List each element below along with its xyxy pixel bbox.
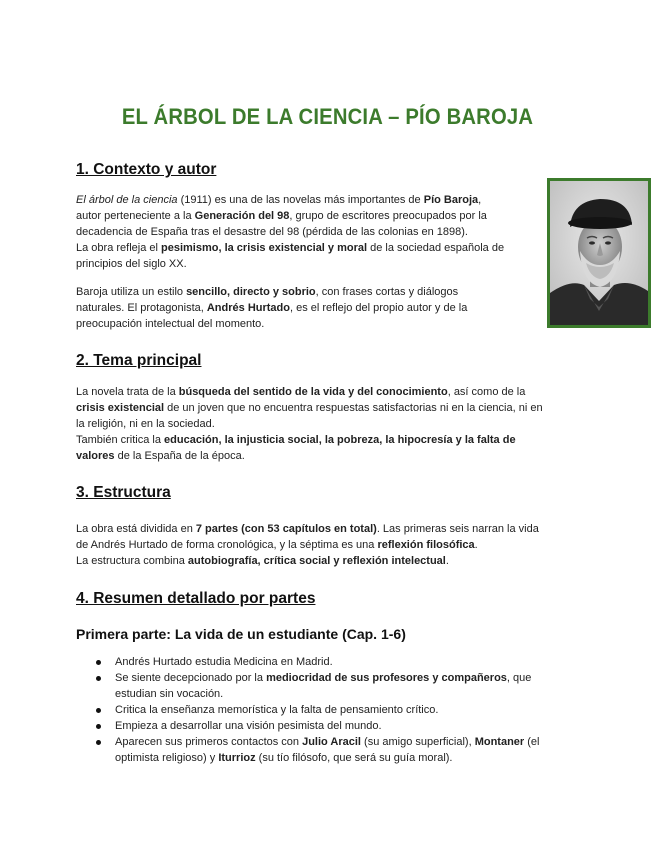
text-line — [76, 284, 546, 300]
text-line: principios del siglo XX. — [76, 258, 187, 270]
list-item — [96, 718, 576, 734]
text-run: , es el reflejo del propio autor y de la — [289, 302, 468, 314]
text-run: (su tío filósofo, que será su guía moral). — [255, 752, 453, 764]
bullet-icon — [96, 660, 101, 665]
text-line — [76, 537, 581, 553]
text-run: La obra está dividida en — [76, 523, 196, 535]
text-line — [76, 432, 581, 448]
list-item — [96, 654, 576, 670]
text-run: de la sociedad española de — [367, 242, 505, 254]
text-line: decadencia de España tras el desastre del 98 (pérdida de las colonias en 1898). — [76, 226, 468, 238]
text-run: (su amigo superficial), — [360, 736, 475, 748]
list-item-text: Empieza a desarrollar una visión pesimista del mundo. — [115, 720, 382, 732]
text-run: Aparecen sus primeros contactos con — [115, 736, 303, 748]
text-line — [76, 192, 546, 208]
text-run: La novela trata de la — [76, 386, 179, 398]
bold-text: pesimismo, la crisis existencial y moral — [161, 242, 368, 254]
subheading-primera-parte: Primera parte: La vida de un estudiante (Cap. 1-6) — [76, 626, 406, 642]
bold-text: Julio Aracil — [302, 736, 361, 748]
text-line — [76, 553, 581, 569]
bullet-icon — [96, 708, 101, 713]
text-run: Baroja utiliza un estilo — [76, 286, 187, 298]
text-run: Se siente decepcionado por la — [115, 672, 267, 684]
text-run: (1911) es una de las novelas más importantes de — [177, 194, 424, 206]
bold-text: autobiografía, crítica social y reflexión intelectual — [187, 555, 446, 567]
text-line — [76, 521, 581, 537]
list-item — [96, 670, 576, 702]
section-heading-resumen: 4. Resumen detallado por partes — [76, 590, 316, 607]
list-item-text: Andrés Hurtado estudia Medicina en Madrid. — [115, 656, 333, 668]
text-run: , — [478, 194, 482, 206]
list-item — [96, 734, 576, 766]
text-run: La obra refleja el — [76, 242, 161, 254]
text-run: naturales. El protagonista, — [76, 302, 207, 314]
section-heading-contexto: 1. Contexto y autor — [76, 161, 217, 178]
bullet-list — [96, 654, 576, 766]
bullet-icon — [96, 676, 101, 681]
text-run: optimista religioso) y — [115, 752, 219, 764]
text-line — [76, 384, 581, 400]
list-item — [96, 702, 576, 718]
portrait-image — [550, 181, 648, 325]
text-line: preocupación intelectual del momento. — [76, 318, 265, 330]
text-run: . Las primeras seis narran la vida — [376, 523, 539, 535]
author-portrait — [547, 178, 651, 328]
paragraph-estructura — [76, 521, 581, 569]
text-run: , grupo de escritores preocupados por la — [289, 210, 487, 222]
text-line — [76, 208, 546, 224]
section-heading-estructura: 3. Estructura — [76, 484, 171, 501]
bullet-icon — [96, 724, 101, 729]
list-item-text: Critica la enseñanza memorística y la falta de pensamiento crítico. — [115, 704, 439, 716]
bold-text: crisis existencial — [76, 402, 165, 414]
text-line: la religión, ni en la sociedad. — [76, 418, 215, 430]
text-line — [76, 300, 546, 316]
text-run: . — [474, 539, 478, 551]
text-run: , con frases cortas y diálogos — [315, 286, 459, 298]
bold-text: 7 partes (con 53 capítulos en total) — [195, 523, 377, 535]
bold-text: Iturrioz — [218, 752, 256, 764]
text-run: (el — [524, 736, 540, 748]
bold-text: mediocridad de sus profesores y compañeros — [266, 672, 507, 684]
text-line — [76, 448, 581, 464]
text-run: autor perteneciente a la — [76, 210, 195, 222]
text-run: , que — [506, 672, 532, 684]
paragraph-tema — [76, 384, 581, 464]
section-heading-tema: 2. Tema principal — [76, 352, 202, 369]
paragraph-contexto-2 — [76, 284, 546, 332]
bold-text: búsqueda del sentido de la vida y del conocimiento — [178, 386, 448, 398]
bold-text: valores — [76, 450, 115, 462]
paragraph-contexto-1 — [76, 192, 546, 272]
bold-text: sencillo, directo y sobrio — [186, 286, 316, 298]
italic-title: El árbol de la ciencia — [76, 194, 178, 206]
bold-text: reflexión filosófica — [377, 539, 475, 551]
bold-text: Andrés Hurtado — [206, 302, 290, 314]
text-run: , así como de la — [447, 386, 526, 398]
text-run: La estructura combina — [76, 555, 188, 567]
bold-text: Montaner — [474, 736, 525, 748]
text-run: También critica la — [76, 434, 165, 446]
text-run: . — [445, 555, 449, 567]
text-run: estudian sin vocación. — [115, 688, 224, 700]
bold-text: Generación del 98 — [194, 210, 290, 222]
text-line — [76, 240, 546, 256]
bold-text: educación, la injusticia social, la pobreza, la hipocresía y la falta de — [164, 434, 516, 446]
bold-text: Pío Baroja — [423, 194, 479, 206]
text-run: de un joven que no encuentra respuestas satisfactorias ni en la ciencia, ni en — [164, 402, 543, 414]
text-line — [76, 400, 581, 416]
document-title: EL ÁRBOL DE LA CIENCIA – PÍO BAROJA — [121, 104, 534, 129]
bullet-icon — [96, 740, 101, 745]
text-run: de la España de la época. — [114, 450, 245, 462]
text-run: de Andrés Hurtado de forma cronológica, y la séptima es una — [76, 539, 378, 551]
